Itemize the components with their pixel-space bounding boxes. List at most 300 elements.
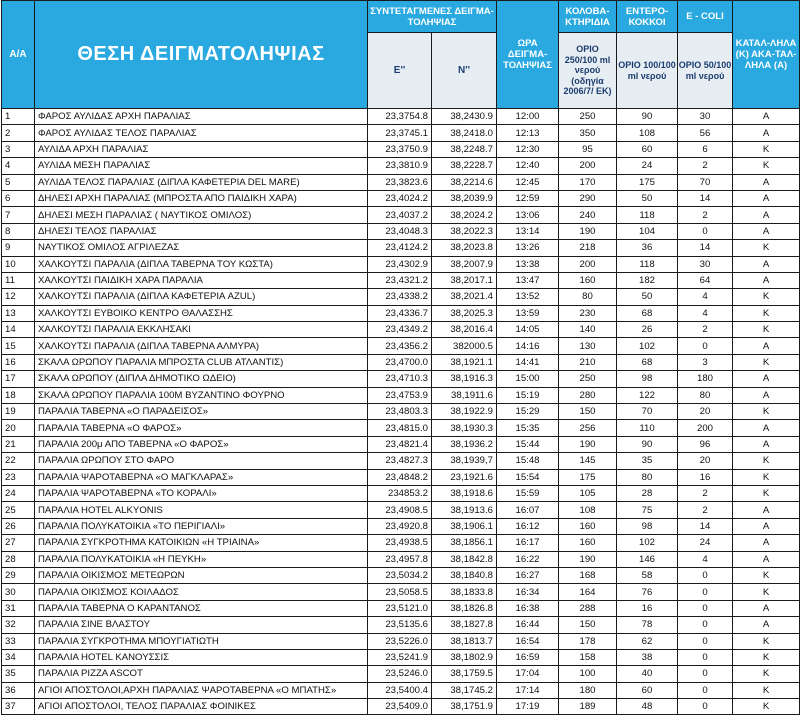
cell-ecoli: 2: [678, 502, 733, 518]
cell-row-number: 20: [2, 420, 35, 436]
cell-coliform: 189: [559, 699, 617, 715]
table-row: [2, 502, 800, 518]
cell-enterococci: 182: [617, 272, 678, 288]
cell-coliform: 168: [559, 567, 617, 583]
header-coord-n: Ν'': [432, 33, 497, 109]
cell-location: ΠΑΡΑΛΙΑ HOTEL ALKYONIS: [35, 502, 368, 518]
header-ecoli: Ε - COLI: [678, 1, 733, 33]
cell-row-number: 15: [2, 338, 35, 354]
cell-suitability: Κ: [733, 453, 800, 469]
cell-suitability: Α: [733, 109, 800, 125]
cell-time: 12:59: [497, 190, 559, 206]
cell-coord-n: 38,1745.2: [432, 682, 497, 698]
cell-location: ΔΗΛΕΣΙ ΤΕΛΟΣ ΠΑΡΑΛΙΑΣ: [35, 223, 368, 239]
cell-enterococci: 175: [617, 174, 678, 190]
cell-coord-e: 23,4024.2: [368, 190, 432, 206]
cell-coliform: 200: [559, 256, 617, 272]
cell-enterococci: 36: [617, 240, 678, 256]
cell-coord-e: 23,4815.0: [368, 420, 432, 436]
cell-location: ΠΑΡΑΛΙΑ ΨΑΡΟΤΑΒΕΡΝΑ «ΤΟ ΚΟΡΑΛΙ»: [35, 485, 368, 501]
cell-enterococci: 102: [617, 338, 678, 354]
cell-row-number: 3: [2, 141, 35, 157]
cell-coord-n: 38,2021.4: [432, 289, 497, 305]
cell-location: ΑΓΙΟΙ ΑΠΟΣΤΟΛΟΙ,ΑΡΧΗ ΠΑΡΑΛΙΑΣ ΨΑΡΟΤΑΒΕΡΝΑ «Ο ΜΠΑΤΗΣ»: [35, 682, 368, 698]
cell-suitability: Α: [733, 387, 800, 403]
cell-location: ΠΑΡΑΛΙΑ ΠΟΛΥΚΑΤΟΙΚΙΑ «Η ΠΕΥΚΗ»: [35, 551, 368, 567]
cell-coord-e: 23,5226.0: [368, 633, 432, 649]
cell-row-number: 13: [2, 305, 35, 321]
header-coord-e: Ε'': [368, 33, 432, 109]
cell-coord-n: 38,2023.8: [432, 240, 497, 256]
cell-coord-n: 38,2007.9: [432, 256, 497, 272]
cell-coliform: 158: [559, 649, 617, 665]
cell-coliform: 170: [559, 174, 617, 190]
header-enterococci: ΕΝΤΕΡΟ-ΚΟΚΚΟΙ: [617, 1, 678, 33]
cell-enterococci: 70: [617, 404, 678, 420]
table-row: [2, 518, 800, 534]
cell-row-number: 16: [2, 354, 35, 370]
cell-enterococci: 98: [617, 371, 678, 387]
table-row: [2, 387, 800, 403]
cell-row-number: 12: [2, 289, 35, 305]
cell-location: ΑΥΛΙΔΑ ΤΕΛΟΣ ΠΑΡΑΛΙΑΣ (ΔΙΠΛΑ ΚΑΦΕΤΕΡΙΑ DEL MARE): [35, 174, 368, 190]
cell-ecoli: 0: [678, 223, 733, 239]
table-row: [2, 551, 800, 567]
table-row: [2, 190, 800, 206]
cell-coord-e: 23,4037.2: [368, 207, 432, 223]
table-row: [2, 207, 800, 223]
cell-ecoli: 0: [678, 617, 733, 633]
cell-suitability: Α: [733, 420, 800, 436]
cell-coliform: 240: [559, 207, 617, 223]
cell-row-number: 30: [2, 584, 35, 600]
cell-ecoli: 0: [678, 682, 733, 698]
cell-location: ΠΑΡΑΛΙΑ ΤΑΒΕΡΝΑ Ο ΚΑΡΑΝΤΑΝΟΣ: [35, 600, 368, 616]
cell-location: ΦΑΡΟΣ ΑΥΛΙΔΑΣ ΤΕΛΟΣ ΠΑΡΑΛΙΑΣ: [35, 125, 368, 141]
cell-coord-n: 38,2016.4: [432, 322, 497, 338]
cell-suitability: Κ: [733, 322, 800, 338]
cell-coord-e: 23,4338.2: [368, 289, 432, 305]
cell-coliform: 108: [559, 502, 617, 518]
cell-coord-n: 38,1813.7: [432, 633, 497, 649]
cell-time: 15:29: [497, 404, 559, 420]
cell-coord-n: 38,2017.1: [432, 272, 497, 288]
cell-ecoli: 2: [678, 207, 733, 223]
cell-location: ΧΑΛΚΟΥΤΣΙ ΠΑΡΑΛΙΑ (ΔΙΠΛΑ ΚΑΦΕΤΕΡΙΑ AZUL): [35, 289, 368, 305]
cell-enterococci: 110: [617, 420, 678, 436]
cell-location: ΑΥΛΙΔΑ ΜΕΣΗ ΠΑΡΑΛΙΑΣ: [35, 158, 368, 174]
cell-enterococci: 102: [617, 535, 678, 551]
table-row: [2, 617, 800, 633]
cell-row-number: 29: [2, 567, 35, 583]
cell-coord-e: 23,4302.9: [368, 256, 432, 272]
cell-location: ΠΑΡΑΛΙΑ ΩΡΩΠΟΥ ΣΤΟ ΦΑΡΟ: [35, 453, 368, 469]
cell-row-number: 34: [2, 649, 35, 665]
cell-coliform: 150: [559, 404, 617, 420]
table-row: [2, 584, 800, 600]
cell-coord-e: 23,4848.2: [368, 469, 432, 485]
cell-suitability: Κ: [733, 567, 800, 583]
cell-coord-e: 23,4700.0: [368, 354, 432, 370]
table-row: [2, 223, 800, 239]
cell-row-number: 36: [2, 682, 35, 698]
cell-enterococci: 38: [617, 649, 678, 665]
cell-ecoli: 0: [678, 666, 733, 682]
cell-coliform: 256: [559, 420, 617, 436]
cell-enterococci: 146: [617, 551, 678, 567]
header-coordinates: ΣΥΝΤΕΤΑΓΜΕΝΕΣ ΔΕΙΓΜΑ-ΤΟΛΗΨΙΑΣ: [368, 1, 497, 33]
cell-coliform: 160: [559, 535, 617, 551]
cell-row-number: 32: [2, 617, 35, 633]
cell-enterococci: 108: [617, 125, 678, 141]
cell-coord-n: 38,1936.2: [432, 436, 497, 452]
cell-coord-n: 38,1913.6: [432, 502, 497, 518]
cell-enterococci: 80: [617, 469, 678, 485]
cell-ecoli: 80: [678, 387, 733, 403]
cell-location: ΠΑΡΑΛΙΑ ΣΥΓΚΡΟΤΗΜΑ ΜΠΟΥΓΙΑΤΙΩΤΗ: [35, 633, 368, 649]
cell-suitability: Α: [733, 256, 800, 272]
cell-coord-n: 38,1842.8: [432, 551, 497, 567]
cell-row-number: 31: [2, 600, 35, 616]
cell-suitability: Κ: [733, 305, 800, 321]
cell-ecoli: 14: [678, 518, 733, 534]
cell-coord-e: 23,4908.5: [368, 502, 432, 518]
cell-enterococci: 90: [617, 109, 678, 125]
table-row: [2, 371, 800, 387]
cell-ecoli: 96: [678, 436, 733, 452]
cell-ecoli: 14: [678, 240, 733, 256]
cell-suitability: Κ: [733, 485, 800, 501]
sampling-results-table: [1, 0, 800, 715]
cell-coord-e: 23,5409.0: [368, 699, 432, 715]
cell-time: 16:22: [497, 551, 559, 567]
cell-ecoli: 0: [678, 699, 733, 715]
cell-row-number: 23: [2, 469, 35, 485]
header-coliform-limit: ΟΡΙΟ 250/100 ml νερού (οδηγία 2006/7/ ΕΚ): [559, 33, 617, 109]
cell-coord-n: 38,2418.0: [432, 125, 497, 141]
cell-suitability: Α: [733, 190, 800, 206]
cell-enterococci: 62: [617, 633, 678, 649]
cell-suitability: Α: [733, 518, 800, 534]
cell-coord-n: 38,1759.5: [432, 666, 497, 682]
cell-enterococci: 68: [617, 305, 678, 321]
cell-enterococci: 48: [617, 699, 678, 715]
cell-row-number: 19: [2, 404, 35, 420]
cell-coliform: 230: [559, 305, 617, 321]
table-row: [2, 305, 800, 321]
cell-coord-e: 23,5246.0: [368, 666, 432, 682]
cell-coord-e: 23,4356.2: [368, 338, 432, 354]
cell-ecoli: 56: [678, 125, 733, 141]
cell-suitability: Κ: [733, 682, 800, 698]
cell-ecoli: 200: [678, 420, 733, 436]
cell-coord-e: 23,5121.0: [368, 600, 432, 616]
cell-suitability: Α: [733, 338, 800, 354]
cell-enterococci: 78: [617, 617, 678, 633]
table-row: [2, 289, 800, 305]
cell-ecoli: 30: [678, 109, 733, 125]
cell-row-number: 25: [2, 502, 35, 518]
cell-suitability: Κ: [733, 158, 800, 174]
cell-row-number: 28: [2, 551, 35, 567]
cell-ecoli: 24: [678, 535, 733, 551]
cell-time: 15:19: [497, 387, 559, 403]
table-row: [2, 256, 800, 272]
cell-time: 12:45: [497, 174, 559, 190]
table-row: [2, 436, 800, 452]
cell-coord-e: 23,5241.9: [368, 649, 432, 665]
cell-location: ΠΑΡΑΛΙΑ ΠΟΛΥΚΑΤΟΙΚΙΑ «ΤΟ ΠΕΡΙΓΙΑΛΙ»: [35, 518, 368, 534]
cell-time: 13:52: [497, 289, 559, 305]
cell-location: ΧΑΛΚΟΥΤΣΙ ΠΑΡΑΛΙΑ ΕΚΚΛΗΣΑΚΙ: [35, 322, 368, 338]
cell-location: ΑΥΛΙΔΑ ΑΡΧΗ ΠΑΡΑΛΙΑΣ: [35, 141, 368, 157]
cell-location: ΣΚΑΛΑ ΩΡΩΠΟΥ ΠΑΡΑΛΙΑ 100Μ ΒΥΖΑΝΤΙΝΟ ΦΟΥΡΝΟ: [35, 387, 368, 403]
cell-suitability: Α: [733, 502, 800, 518]
cell-coliform: 280: [559, 387, 617, 403]
cell-time: 16:38: [497, 600, 559, 616]
cell-ecoli: 0: [678, 567, 733, 583]
cell-coord-n: 23,1921.6: [432, 469, 497, 485]
cell-location: ΠΑΡΑΛΙΑ ΨΑΡΟΤΑΒΕΡΝΑ «Ο ΜΑΓΚΛΑΡΑΣ»: [35, 469, 368, 485]
table-row: [2, 109, 800, 125]
table-row: [2, 600, 800, 616]
cell-coord-n: 38,1840.8: [432, 567, 497, 583]
cell-enterococci: 122: [617, 387, 678, 403]
cell-coord-n: 38,1833.8: [432, 584, 497, 600]
table-row: [2, 420, 800, 436]
cell-suitability: Κ: [733, 240, 800, 256]
cell-coliform: 288: [559, 600, 617, 616]
cell-coord-n: 38,1911.6: [432, 387, 497, 403]
cell-ecoli: 0: [678, 633, 733, 649]
cell-row-number: 7: [2, 207, 35, 223]
cell-ecoli: 0: [678, 649, 733, 665]
table-row: [2, 666, 800, 682]
table-row: [2, 240, 800, 256]
cell-location: ΧΑΛΚΟΥΤΣΙ ΠΑΡΑΛΙΑ (ΔΙΠΛΑ ΤΑΒΕΡΝΑ ΤΟΥ ΚΩΣΤΑ): [35, 256, 368, 272]
cell-suitability: Κ: [733, 354, 800, 370]
cell-coliform: 95: [559, 141, 617, 157]
cell-suitability: Α: [733, 617, 800, 633]
cell-coord-e: 23,4827.3: [368, 453, 432, 469]
cell-coord-n: 382000.5: [432, 338, 497, 354]
table-row: [2, 125, 800, 141]
cell-row-number: 18: [2, 387, 35, 403]
cell-location: ΠΑΡΑΛΙΑ ΣΙΝΕ ΒΛΑΣΤΟΥ: [35, 617, 368, 633]
cell-ecoli: 0: [678, 584, 733, 600]
cell-coliform: 180: [559, 682, 617, 698]
cell-time: 13:14: [497, 223, 559, 239]
cell-coord-n: 38,1916.3: [432, 371, 497, 387]
cell-suitability: Κ: [733, 633, 800, 649]
table-body: [2, 109, 800, 715]
cell-ecoli: 0: [678, 600, 733, 616]
cell-enterococci: 98: [617, 518, 678, 534]
header-location: ΘΕΣΗ ΔΕΙΓΜΑΤΟΛΗΨΙΑΣ: [35, 1, 368, 109]
cell-enterococci: 118: [617, 207, 678, 223]
cell-location: ΔΗΛΕΣΙ ΑΡΧΗ ΠΑΡΑΛΙΑΣ (ΜΠΡΟΣΤΑ ΑΠΟ ΠΑΙΔΙΚΗ ΧΑΡΑ): [35, 190, 368, 206]
cell-coliform: 178: [559, 633, 617, 649]
cell-location: ΧΑΛΚΟΥΤΣΙ ΠΑΡΑΛΙΑ (ΔΙΠΛΑ ΤΑΒΕΡΝΑ ΑΛΜΥΡΑ): [35, 338, 368, 354]
cell-enterococci: 60: [617, 682, 678, 698]
cell-location: ΑΓΙΟΙ ΑΠΟΣΤΟΛΟΙ, ΤΕΛΟΣ ΠΑΡΑΛΙΑΣ ΦΟΙΝΙΚΕΣ: [35, 699, 368, 715]
cell-enterococci: 28: [617, 485, 678, 501]
cell-coord-n: 38,1856.1: [432, 535, 497, 551]
cell-ecoli: 4: [678, 551, 733, 567]
cell-time: 17:04: [497, 666, 559, 682]
cell-ecoli: 6: [678, 141, 733, 157]
cell-suitability: Κ: [733, 404, 800, 420]
cell-suitability: Α: [733, 272, 800, 288]
cell-coliform: 190: [559, 551, 617, 567]
cell-location: ΠΑΡΑΛΙΑ PIZZA ASCOT: [35, 666, 368, 682]
cell-location: ΠΑΡΑΛΙΑ HOTEL ΚΑΝΟΥΣΣΙΣ: [35, 649, 368, 665]
cell-time: 12:00: [497, 109, 559, 125]
cell-row-number: 22: [2, 453, 35, 469]
cell-coord-n: 38,1921.1: [432, 354, 497, 370]
cell-suitability: Α: [733, 174, 800, 190]
cell-time: 17:19: [497, 699, 559, 715]
table-row: [2, 567, 800, 583]
cell-coord-e: 23,5400.4: [368, 682, 432, 698]
cell-coord-e: 23,4048.3: [368, 223, 432, 239]
cell-coliform: 250: [559, 109, 617, 125]
cell-suitability: Α: [733, 600, 800, 616]
cell-coord-e: 23,3754.8: [368, 109, 432, 125]
cell-coord-n: 38,1918.6: [432, 485, 497, 501]
table-row: [2, 158, 800, 174]
cell-coliform: 80: [559, 289, 617, 305]
header-entero-limit: ΟΡΙΟ 100/100 ml νερού: [617, 33, 678, 109]
cell-time: 16:34: [497, 584, 559, 600]
cell-coord-e: 23,4753.9: [368, 387, 432, 403]
cell-time: 16:27: [497, 567, 559, 583]
cell-coliform: 150: [559, 617, 617, 633]
table-row: [2, 633, 800, 649]
cell-coord-e: 23,4336.7: [368, 305, 432, 321]
cell-ecoli: 180: [678, 371, 733, 387]
cell-enterococci: 118: [617, 256, 678, 272]
cell-enterococci: 26: [617, 322, 678, 338]
cell-time: 12:30: [497, 141, 559, 157]
cell-row-number: 33: [2, 633, 35, 649]
cell-suitability: Κ: [733, 666, 800, 682]
cell-coord-e: 23,3823.6: [368, 174, 432, 190]
cell-ecoli: 14: [678, 190, 733, 206]
cell-coord-n: 38,2022.3: [432, 223, 497, 239]
cell-coliform: 160: [559, 272, 617, 288]
header-aa: Α/Α: [2, 1, 35, 109]
cell-ecoli: 2: [678, 485, 733, 501]
cell-row-number: 10: [2, 256, 35, 272]
cell-coliform: 164: [559, 584, 617, 600]
cell-time: 12:13: [497, 125, 559, 141]
cell-coliform: 200: [559, 158, 617, 174]
cell-coliform: 140: [559, 322, 617, 338]
cell-coord-e: 23,3750.9: [368, 141, 432, 157]
cell-location: ΠΑΡΑΛΙΑ ΤΑΒΕΡΝΑ «Ο ΠΑΡΑΔΕΙΣΟΣ»: [35, 404, 368, 420]
cell-enterococci: 50: [617, 190, 678, 206]
cell-suitability: Α: [733, 223, 800, 239]
cell-time: 13:06: [497, 207, 559, 223]
cell-coord-n: 38,1802.9: [432, 649, 497, 665]
cell-coliform: 350: [559, 125, 617, 141]
cell-row-number: 6: [2, 190, 35, 206]
cell-time: 16:54: [497, 633, 559, 649]
cell-coliform: 130: [559, 338, 617, 354]
cell-enterococci: 76: [617, 584, 678, 600]
cell-time: 13:38: [497, 256, 559, 272]
cell-location: ΣΚΑΛΑ ΩΡΩΠΟΥ ΠΑΡΑΛΙΑ ΜΠΡΟΣΤΑ CLUB ΑΤΛΑΝΤΙΣ): [35, 354, 368, 370]
cell-location: ΦΑΡΟΣ ΑΥΛΙΔΑΣ ΑΡΧΗ ΠΑΡΑΛΙΑΣ: [35, 109, 368, 125]
table-row: [2, 453, 800, 469]
cell-suitability: Α: [733, 535, 800, 551]
cell-coord-n: 38,1906.1: [432, 518, 497, 534]
cell-ecoli: 20: [678, 404, 733, 420]
cell-location: ΠΑΡΑΛΙΑ ΤΑΒΕΡΝΑ «Ο ΦΑΡΟΣ»: [35, 420, 368, 436]
cell-ecoli: 30: [678, 256, 733, 272]
cell-enterococci: 68: [617, 354, 678, 370]
cell-row-number: 14: [2, 322, 35, 338]
cell-coord-e: 23,4124.2: [368, 240, 432, 256]
table-row: [2, 682, 800, 698]
cell-enterococci: 35: [617, 453, 678, 469]
header-ecoli-limit: ΟΡΙΟ 50/100 ml νερού: [678, 33, 733, 109]
table-row: [2, 338, 800, 354]
cell-time: 16:07: [497, 502, 559, 518]
cell-coord-e: 234853.2: [368, 485, 432, 501]
cell-time: 15:48: [497, 453, 559, 469]
cell-enterococci: 90: [617, 436, 678, 452]
cell-enterococci: 24: [617, 158, 678, 174]
cell-coord-n: 38,2228.7: [432, 158, 497, 174]
cell-location: ΠΑΡΑΛΙΑ ΟΙΚΙΣΜΟΣ ΚΟΙΛΑΔΟΣ: [35, 584, 368, 600]
cell-time: 15:44: [497, 436, 559, 452]
cell-coord-e: 23,4957.8: [368, 551, 432, 567]
cell-time: 17:14: [497, 682, 559, 698]
cell-row-number: 5: [2, 174, 35, 190]
cell-enterococci: 16: [617, 600, 678, 616]
cell-coliform: 218: [559, 240, 617, 256]
table-row: [2, 272, 800, 288]
cell-coord-e: 23,4349.2: [368, 322, 432, 338]
cell-coord-n: 38,1930.3: [432, 420, 497, 436]
cell-location: ΧΑΛΚΟΥΤΣΙ ΕΥΒΟΙΚΟ ΚΕΝΤΡΟ ΘΑΛΑΣΣΗΣ: [35, 305, 368, 321]
cell-coord-n: 38,1826.8: [432, 600, 497, 616]
cell-coord-e: 23,4920.8: [368, 518, 432, 534]
cell-time: 14:41: [497, 354, 559, 370]
cell-location: ΧΑΛΚΟΥΤΣΙ ΠΑΙΔΙΚΗ ΧΑΡΑ ΠΑΡΑΛΙΑ: [35, 272, 368, 288]
cell-time: 14:05: [497, 322, 559, 338]
table-row: [2, 699, 800, 715]
cell-ecoli: 4: [678, 305, 733, 321]
cell-row-number: 26: [2, 518, 35, 534]
cell-coliform: 290: [559, 190, 617, 206]
cell-coord-n: 38,1922.9: [432, 404, 497, 420]
cell-enterococci: 58: [617, 567, 678, 583]
cell-row-number: 27: [2, 535, 35, 551]
cell-time: 16:59: [497, 649, 559, 665]
cell-time: 16:44: [497, 617, 559, 633]
cell-coord-n: 38,2248.7: [432, 141, 497, 157]
cell-ecoli: 3: [678, 354, 733, 370]
cell-row-number: 21: [2, 436, 35, 452]
cell-coord-e: 23,4938.5: [368, 535, 432, 551]
cell-coord-e: 23,5058.5: [368, 584, 432, 600]
cell-time: 12:40: [497, 158, 559, 174]
cell-ecoli: 16: [678, 469, 733, 485]
cell-suitability: Α: [733, 125, 800, 141]
